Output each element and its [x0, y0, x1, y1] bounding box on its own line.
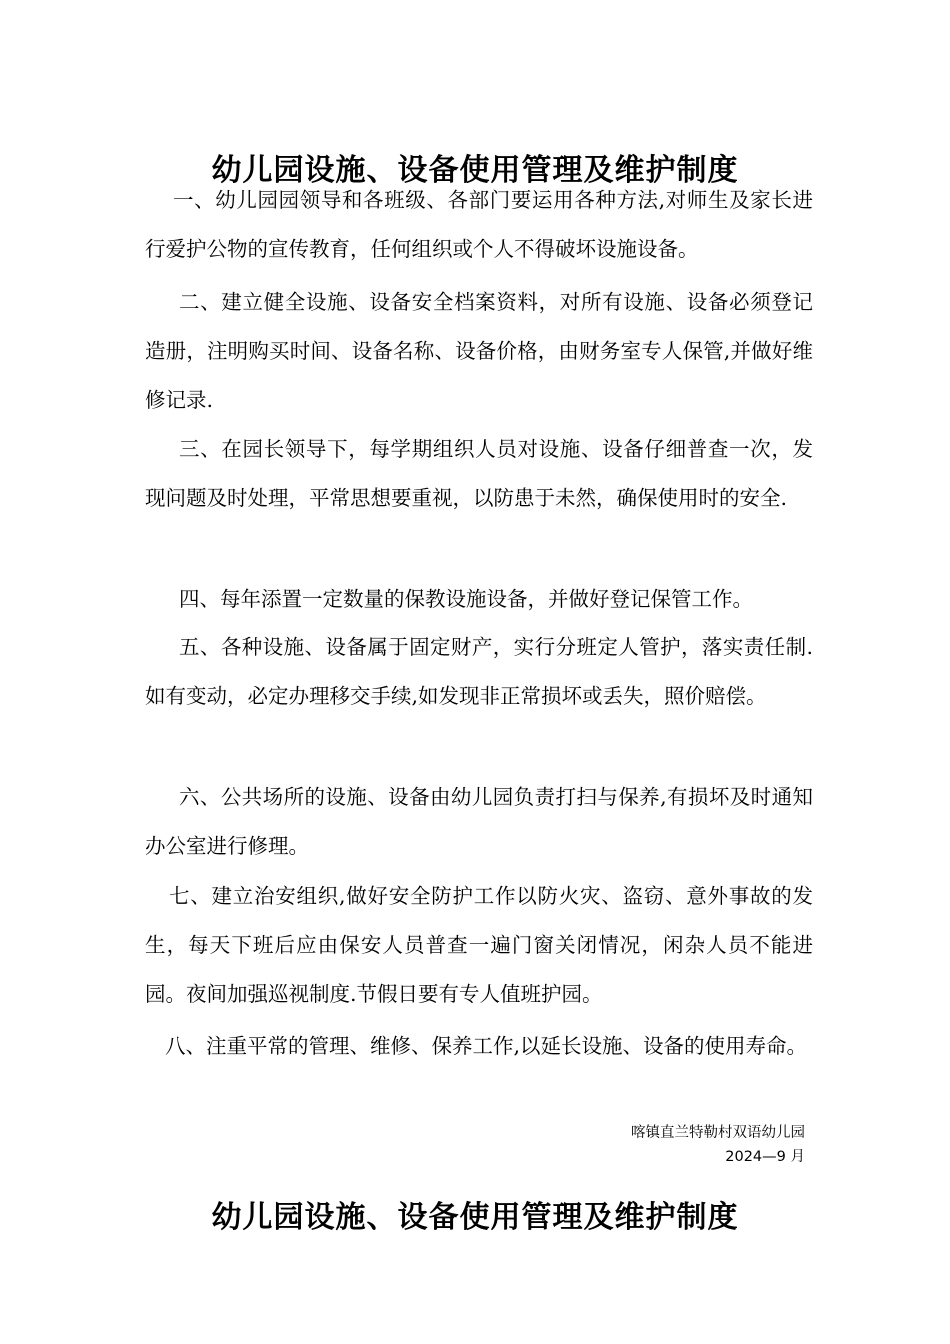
signature-organization: 喀镇直兰特勒村双语幼儿园	[631, 1125, 805, 1141]
document-title: 幼儿园设施、设备使用管理及维护制度	[211, 153, 739, 189]
paragraph-6: 六、公共场所的设施、设备由幼儿园负责打扫与保养,有损坏及时通知办公室进行修理。	[145, 785, 813, 858]
paragraph-8: 八、注重平常的管理、维修、保养工作,以延长设施、设备的使用寿命。	[165, 1034, 808, 1058]
paragraph-3: 三、在园长领导下，每学期组织人员对设施、设备仔细普查一次，发现问题及时处理，平常思想要重视，以防患于未然，确保使用时的安全.	[145, 437, 813, 510]
signature-date: 2024—9 月	[725, 1149, 805, 1165]
paragraph-1: 一、幼儿园园领导和各班级、各部门要运用各种方法,对师生及家长进行爱护公物的宣传教育，任何组织或个人不得破坏设施设备。	[145, 188, 813, 261]
next-page-title: 幼儿园设施、设备使用管理及维护制度	[211, 1200, 739, 1236]
paragraph-7: 七、建立治安组织,做好安全防护工作以防火灾、盗窃、意外事故的发生，每天下班后应由保安人员普查一遍门窗关闭情况，闲杂人员不能进园。夜间加强巡视制度.节假日要有专人值班护园。	[145, 884, 813, 1006]
paragraph-5: 五、各种设施、设备属于固定财产，实行分班定人管护，落实责任制.如有变动，必定办理移交手续,如发现非正常损坏或丢失，照价赔偿。	[145, 635, 813, 708]
paragraph-4: 四、每年添置一定数量的保教设施设备，并做好登记保管工作。	[179, 587, 753, 611]
paragraph-2: 二、建立健全设施、设备安全档案资料，对所有设施、设备必须登记造册，注明购买时间、设备名称、设备价格，由财务室专人保管,并做好维修记录.	[145, 290, 813, 412]
